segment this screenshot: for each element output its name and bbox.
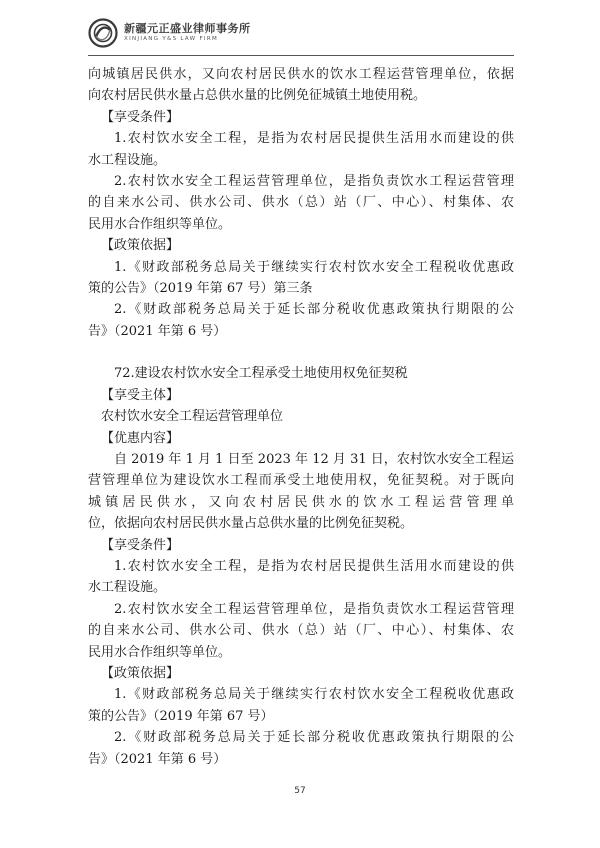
page-body: [88, 64, 514, 770]
text-line: 水工程设施。: [88, 152, 167, 168]
text-line: 的自来水公司、供水公司、供水（总）站（厂、中心）、村集体、农: [88, 195, 514, 211]
text-line: 城镇居民供水，又向农村居民供水的饮水工程运营管理单: [88, 494, 514, 510]
section-heading: 【享受条件】: [101, 109, 180, 125]
page-number: 57: [294, 786, 306, 796]
section-heading: 【政策依据】: [101, 665, 180, 681]
header-divider: [88, 55, 514, 56]
text-line: 的自来水公司、供水公司、供水（总）站（厂、中心）、村集体、农: [88, 623, 514, 639]
text-line: 民用水合作组织等单位。: [88, 216, 232, 232]
item-title: 72.建设农村饮水安全工程承受土地使用权免征契税: [114, 366, 408, 382]
firm-name-en: XINJIANG Y&S LAW FIRM: [124, 36, 219, 42]
text-line: 位，依据向农村居民供水量占总供水量的比例免征契税。: [88, 516, 414, 532]
text-line: 告》（2021 年第 6 号）: [88, 751, 227, 767]
text-line: 1.农村饮水安全工程，是指为农村居民提供生活用水而建设的供: [114, 558, 514, 574]
text-line: 2.农村饮水安全工程运营管理单位，是指负责饮水工程运营管理: [114, 173, 514, 189]
text-line: 2.《财政部税务总局关于延长部分税收优惠政策执行期限的公: [114, 302, 514, 318]
page-header: [88, 16, 518, 50]
text-line: 2.农村饮水安全工程运营管理单位，是指负责饮水工程运营管理: [114, 601, 514, 617]
text-line: 1.农村饮水安全工程，是指为农村居民提供生活用水而建设的供: [114, 131, 514, 147]
text-line: 策的公告》（2019 年第 67 号）第三条: [88, 280, 313, 296]
text-line: 水工程设施。: [88, 580, 167, 596]
section-heading: 【优惠内容】: [101, 430, 180, 446]
firm-name-cn: 新疆元正盛业律师事务所: [124, 22, 251, 35]
text-line: 策的公告》（2019 年第 67 号）: [88, 708, 274, 724]
section-heading: 【享受条件】: [101, 537, 180, 553]
text-line: 营管理单位为建设饮水工程而承受土地使用权，免征契税。对于既向: [88, 473, 514, 489]
text-line: 农村饮水安全工程运营管理单位: [101, 409, 284, 425]
text-line: 告》（2021 年第 6 号）: [88, 323, 227, 339]
blank-line: [88, 342, 514, 363]
text-line: 2.《财政部税务总局关于延长部分税收优惠政策执行期限的公: [114, 730, 514, 746]
text-line: 民用水合作组织等单位。: [88, 644, 232, 660]
section-heading: 【享受主体】: [101, 387, 180, 403]
text-line: 1.《财政部税务总局关于继续实行农村饮水安全工程税收优惠政: [114, 687, 514, 703]
text-line: 向农村居民供水量占总供水量的比例免征城镇土地使用税。: [88, 88, 427, 104]
text-line: 1.《财政部税务总局关于继续实行农村饮水安全工程税收优惠政: [114, 259, 514, 275]
text-line: 向城镇居民供水，又向农村居民供水的饮水工程运营管理单位，依据: [88, 67, 514, 82]
firm-logo-icon: [88, 18, 118, 48]
text-line: 自 2019 年 1 月 1 日至 2023 年 12 月 31 日，农村饮水安全工程运: [114, 452, 514, 468]
section-heading: 【政策依据】: [101, 238, 180, 254]
